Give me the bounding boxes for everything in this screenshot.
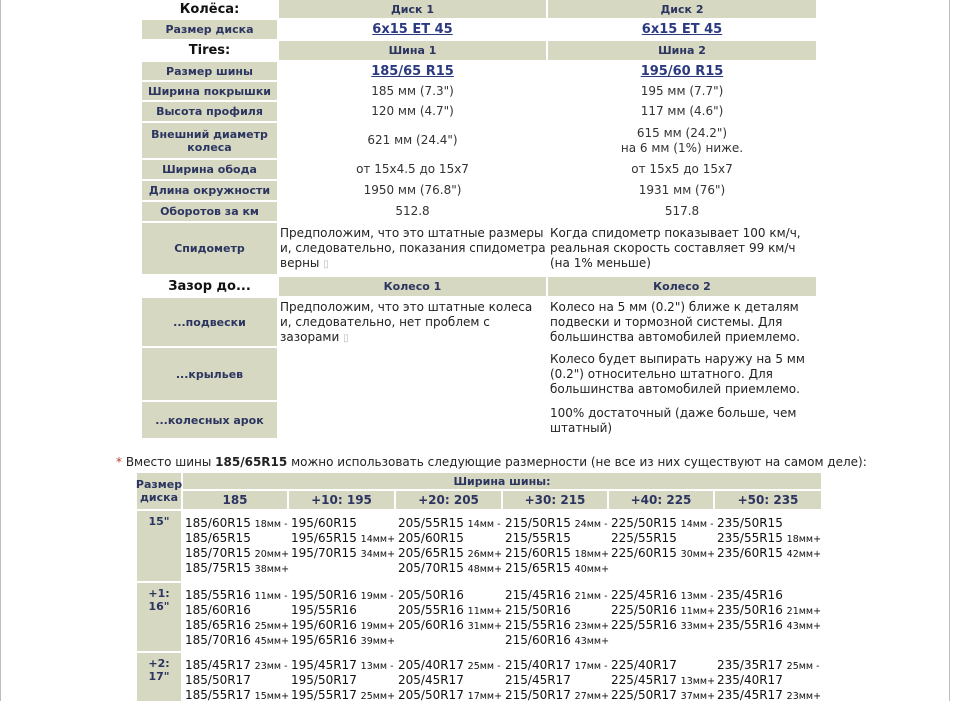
grid-tire-entry — [717, 531, 821, 547]
grid-tire-size: 215/60R15 — [505, 546, 571, 560]
grid-tire-entry — [611, 658, 677, 673]
grid-tire-size: 195/65R15 — [291, 531, 357, 545]
arches-label: ...колесных арок — [142, 402, 277, 438]
grid-tire-size: 225/50R15 — [611, 516, 677, 530]
grid-tire-entry — [611, 531, 677, 546]
speedometer-tire1-text — [280, 226, 547, 272]
clearance-arches-value: 100% достаточный (даже больше, чем штатный) — [550, 406, 797, 435]
grid-tire-entry — [185, 603, 251, 618]
grid-tire-size: 195/70R15 — [291, 546, 357, 560]
grid-tire-entry — [398, 658, 501, 674]
info-marker-icon: ▯ — [343, 333, 349, 344]
alternatives-note — [116, 455, 867, 469]
grid-tire-entry — [291, 658, 394, 674]
grid-tire-size: 235/55R16 — [717, 618, 783, 632]
grid-tire-diff: 23мм - — [254, 661, 288, 672]
grid-tire-entry — [717, 546, 821, 562]
grid-tire-size: 235/60R15 — [717, 546, 783, 560]
note-asterisk: * — [116, 455, 122, 469]
grid-tire-diff: 40мм+ — [574, 564, 610, 575]
grid-tire-diff: 13мм - — [360, 661, 394, 672]
wheels-section-label: Колёса: — [142, 0, 277, 18]
grid-tire-diff: 20мм+ — [254, 549, 290, 560]
grid-tire-entry — [185, 688, 289, 704]
grid-tire-size: 225/50R17 — [611, 688, 677, 702]
grid-tire-diff: 13мм+ — [680, 676, 716, 687]
tire2-size-cell — [548, 62, 816, 80]
grid-tire-size: 195/65R16 — [291, 633, 357, 647]
disk2-header: Диск 2 — [548, 0, 816, 18]
grid-tire-entry — [398, 603, 502, 619]
grid-tire-entry — [611, 516, 714, 532]
grid-tire-diff: 25мм+ — [360, 691, 396, 702]
note-suffix: можно использовать следующие размерности (не все из них существуют на самом деле): — [291, 455, 867, 469]
grid-tire-diff: 11мм+ — [467, 606, 503, 617]
tire2-width-value: 195 мм (7.7") — [548, 82, 816, 100]
grid-tire-entry — [611, 688, 715, 704]
grid-tire-size: 185/65R15 — [185, 531, 251, 545]
grid-tire-entry — [505, 603, 571, 618]
grid-tire-entry — [291, 688, 395, 704]
grid-tire-entry — [505, 618, 609, 634]
grid-tire-size: 215/50R17 — [505, 688, 571, 702]
grid-tire-size: 185/50R17 — [185, 673, 251, 687]
tire2-size-link[interactable]: 195/60 R15 — [640, 63, 724, 79]
grid-row-rim-label: 15" — [148, 515, 170, 528]
tire1-size-link[interactable]: 185/65 R15 — [371, 63, 454, 79]
grid-row-rim-label: +1: 16" — [148, 587, 170, 613]
grid-tire-size: 205/60R16 — [398, 618, 464, 632]
grid-tire-diff: 18мм+ — [574, 549, 610, 560]
grid-tire-size: 205/55R15 — [398, 516, 464, 530]
note-prefix: Вместо шины — [125, 455, 212, 469]
grid-width-header: Ширина шины: — [183, 473, 821, 489]
grid-tire-diff: 45мм+ — [254, 636, 290, 647]
grid-tire-entry — [398, 561, 502, 577]
grid-tire-entry — [185, 618, 289, 634]
grid-tire-entry — [185, 561, 289, 577]
grid-tire-entry — [505, 531, 571, 546]
tire2-diameter-diff: на 6 мм (1%) ниже. — [620, 140, 744, 155]
grid-tire-size: 225/50R16 — [611, 603, 677, 617]
grid-tire-size: 185/70R16 — [185, 633, 251, 647]
grid-tire-size: 215/55R15 — [505, 531, 571, 545]
grid-tire-diff: 25мм+ — [254, 621, 290, 632]
grid-tire-size: 235/45R16 — [717, 588, 783, 602]
grid-tire-size: 205/55R16 — [398, 603, 464, 617]
grid-tire-diff: 23мм+ — [786, 691, 822, 702]
grid-tire-entry — [505, 658, 608, 674]
grid-tire-size: 215/45R17 — [505, 673, 571, 687]
grid-column-header: +30: 215 — [503, 491, 607, 509]
grid-tire-size: 225/40R17 — [611, 658, 677, 672]
grid-tire-entry — [291, 673, 357, 688]
grid-tire-entry — [505, 516, 608, 532]
tire-size-label: Размер шины — [142, 62, 277, 80]
grid-tire-size: 205/60R15 — [398, 531, 464, 545]
tires-section-label: Tires: — [142, 41, 277, 60]
clearance-wheel1-text — [280, 300, 547, 346]
grid-tire-diff: 13мм - — [680, 591, 714, 602]
grid-tire-size: 195/60R15 — [291, 516, 357, 530]
wheel2-header: Колесо 2 — [548, 277, 816, 296]
grid-tire-entry — [291, 603, 357, 618]
grid-tire-size: 215/40R17 — [505, 658, 571, 672]
grid-tire-entry — [611, 618, 715, 634]
grid-tire-entry — [398, 546, 502, 562]
grid-tire-size: 205/45R17 — [398, 673, 464, 687]
grid-column-header: 185 — [183, 491, 287, 509]
grid-tire-entry — [717, 588, 783, 603]
grid-tire-diff: 11мм+ — [680, 606, 716, 617]
page-left-border — [0, 0, 1, 701]
disk2-rim-cell — [548, 20, 816, 39]
grid-tire-size: 195/60R16 — [291, 618, 357, 632]
rim-size-label: Размер диска — [142, 20, 277, 39]
grid-tire-size: 235/45R17 — [717, 688, 783, 702]
grid-tire-diff: 43мм+ — [786, 621, 822, 632]
page-right-border — [949, 0, 950, 701]
grid-tire-entry — [505, 546, 609, 562]
grid-tire-diff: 43мм+ — [574, 636, 610, 647]
speedometer-tire1-value: Предположим, что это штатные размеры и, следовательно, показания спидометра верны — [280, 226, 546, 270]
grid-tire-diff: 21мм - — [574, 591, 608, 602]
grid-tire-entry — [611, 546, 715, 562]
grid-row-rim-label: +2: 17" — [148, 657, 170, 683]
grid-tire-entry — [398, 688, 502, 704]
disk1-header: Диск 1 — [279, 0, 546, 18]
wheel1-header: Колесо 1 — [279, 277, 546, 296]
grid-tire-diff: 31мм+ — [467, 621, 503, 632]
grid-tire-size: 235/35R17 — [717, 658, 783, 672]
tire2-revs-value: 517.8 — [548, 202, 816, 221]
clearance-fenders-value: Колесо будет выпирать наружу на 5 мм (0.2") относительно штатного. Для большинства автомобилей приемлемо. — [550, 352, 805, 396]
clearance-wheel1-value: Предположим, что это штатные колеса и, следовательно, нет проблем с зазорами — [280, 300, 533, 344]
grid-tire-entry — [185, 546, 289, 562]
grid-tire-size: 205/40R17 — [398, 658, 464, 672]
grid-tire-entry — [185, 516, 288, 532]
grid-tire-entry — [717, 516, 783, 531]
grid-tire-size: 195/50R16 — [291, 588, 357, 602]
grid-column-header: +10: 195 — [289, 491, 394, 509]
grid-tire-size: 205/50R17 — [398, 688, 464, 702]
disk1-rim-link[interactable]: 6x15 ET 45 — [372, 22, 453, 37]
grid-tire-entry — [505, 673, 571, 688]
grid-tire-diff: 30мм+ — [680, 549, 716, 560]
tire1-circumference-value: 1950 мм (76.8") — [279, 181, 546, 200]
grid-tire-diff: 17мм - — [574, 661, 608, 672]
grid-tire-diff: 26мм+ — [467, 549, 503, 560]
grid-tire-size: 185/55R17 — [185, 688, 251, 702]
grid-tire-entry — [611, 673, 715, 689]
grid-tire-entry — [185, 673, 251, 688]
clearance-suspension-value: Колесо на 5 мм (0.2") ближе к деталям подвески и тормозной системы. Для большинства автомобилей приемлемо. — [550, 300, 800, 344]
clearance-section-label: Зазор до... — [142, 277, 277, 296]
grid-tire-size: 225/55R16 — [611, 618, 677, 632]
grid-column-header: +50: 235 — [715, 491, 821, 509]
grid-tire-diff: 24мм - — [574, 519, 608, 530]
outer-diameter-label: Внешний диаметр колеса — [142, 123, 277, 158]
grid-tire-entry — [185, 658, 288, 674]
grid-tire-entry — [505, 561, 609, 577]
grid-tire-diff: 19мм+ — [360, 621, 396, 632]
grid-tire-size: 225/60R15 — [611, 546, 677, 560]
tire1-diameter-value: 621 мм (24.4") — [279, 123, 546, 158]
grid-tire-size: 235/50R16 — [717, 603, 783, 617]
grid-tire-entry — [717, 673, 783, 688]
tire2-circumference-value: 1931 мм (76") — [548, 181, 816, 200]
grid-tire-diff: 39мм+ — [360, 636, 396, 647]
grid-tire-entry — [398, 516, 501, 532]
grid-column-header: +40: 225 — [609, 491, 713, 509]
tire2-rim-width-value: от 15x5 до 15x7 — [548, 160, 816, 179]
grid-tire-diff: 14мм - — [680, 519, 714, 530]
tire1-width-value: 185 мм (7.3") — [279, 82, 546, 100]
grid-tire-entry — [717, 618, 821, 634]
grid-tire-entry — [505, 688, 609, 704]
grid-tire-diff: 25мм - — [786, 661, 820, 672]
grid-tire-diff: 27мм+ — [574, 691, 610, 702]
grid-tire-entry — [398, 588, 464, 603]
grid-tire-size: 205/65R15 — [398, 546, 464, 560]
grid-column-header: +20: 205 — [396, 491, 501, 509]
grid-tire-entry — [398, 531, 464, 546]
speedometer-label: Спидометр — [142, 223, 277, 274]
tire2-diameter-cell — [548, 123, 816, 158]
note-tire-size: 185/65R15 — [215, 455, 288, 469]
tread-width-label: Ширина покрышки — [142, 82, 277, 100]
grid-tire-size: 215/50R16 — [505, 603, 571, 617]
grid-tire-size: 195/45R17 — [291, 658, 357, 672]
grid-tire-entry — [291, 618, 395, 634]
grid-tire-entry — [185, 588, 288, 604]
grid-tire-size: 195/50R17 — [291, 673, 357, 687]
grid-tire-size: 215/65R15 — [505, 561, 571, 575]
tire1-profile-value: 120 мм (4.7") — [279, 102, 546, 121]
grid-tire-entry — [717, 658, 820, 674]
grid-tire-entry — [611, 588, 714, 604]
grid-tire-size: 185/65R16 — [185, 618, 251, 632]
disk2-rim-link[interactable]: 6x15 ET 45 — [641, 22, 723, 37]
grid-tire-diff: 19мм - — [360, 591, 394, 602]
grid-tire-size: 215/60R16 — [505, 633, 571, 647]
grid-tire-diff: 23мм+ — [574, 621, 610, 632]
grid-tire-diff: 18мм - — [254, 519, 288, 530]
grid-tire-size: 205/70R15 — [398, 561, 464, 575]
grid-tire-size: 195/55R17 — [291, 688, 357, 702]
grid-tire-entry — [185, 531, 251, 546]
grid-tire-entry — [717, 603, 821, 619]
grid-tire-diff: 25мм - — [467, 661, 501, 672]
grid-tire-size: 185/75R15 — [185, 561, 251, 575]
fenders-label: ...крыльев — [142, 348, 277, 400]
grid-tire-diff: 21мм+ — [786, 606, 822, 617]
grid-tire-size: 225/55R15 — [611, 531, 677, 545]
grid-tire-entry — [291, 588, 394, 604]
info-marker-icon: ▯ — [323, 259, 329, 270]
speedometer-tire2-value: Когда спидометр показывает 100 км/ч, реальная скорость составляет 99 км/ч (на 1% меньше) — [550, 226, 801, 270]
grid-tire-size: 225/45R17 — [611, 673, 677, 687]
grid-tire-size: 235/50R15 — [717, 516, 783, 530]
grid-tire-size: 185/45R17 — [185, 658, 251, 672]
grid-tire-size: 205/50R16 — [398, 588, 464, 602]
tire2-diameter-value: 615 мм (24.2") — [636, 125, 728, 140]
grid-tire-diff: 11мм - — [254, 591, 288, 602]
grid-tire-entry — [398, 618, 502, 634]
suspension-label: ...подвески — [142, 298, 277, 346]
grid-tire-entry — [291, 546, 395, 562]
grid-tire-diff: 15мм+ — [254, 691, 290, 702]
tire2-profile-value: 117 мм (4.6") — [548, 102, 816, 121]
grid-tire-size: 235/40R17 — [717, 673, 783, 687]
grid-tire-entry — [505, 633, 609, 649]
grid-tire-size: 185/60R15 — [185, 516, 251, 530]
grid-tire-entry — [717, 688, 821, 704]
grid-tire-entry — [291, 516, 357, 531]
grid-tire-size: 225/45R16 — [611, 588, 677, 602]
grid-tire-size: 215/45R16 — [505, 588, 571, 602]
circumference-label: Длина окружности — [142, 181, 277, 200]
grid-tire-diff: 34мм+ — [360, 549, 396, 560]
grid-tire-entry — [398, 673, 464, 688]
grid-tire-size: 185/60R16 — [185, 603, 251, 617]
grid-tire-size: 185/55R16 — [185, 588, 251, 602]
grid-tire-size: 235/55R15 — [717, 531, 783, 545]
grid-tire-entry — [505, 588, 608, 604]
grid-tire-size: 215/55R16 — [505, 618, 571, 632]
profile-height-label: Высота профиля — [142, 102, 277, 121]
tire1-rim-width-value: от 15x4.5 до 15x7 — [279, 160, 546, 179]
disk1-rim-cell — [279, 20, 546, 39]
grid-tire-diff: 18мм+ — [786, 534, 822, 545]
grid-tire-entry — [611, 603, 715, 619]
grid-tire-diff: 38мм+ — [254, 564, 290, 575]
grid-tire-diff: 42мм+ — [786, 549, 822, 560]
grid-tire-entry — [291, 633, 395, 649]
grid-tire-size: 215/50R15 — [505, 516, 571, 530]
rim-width-label: Ширина обода — [142, 160, 277, 179]
grid-tire-diff: 37мм+ — [680, 691, 716, 702]
grid-corner-label: Размер диска — [137, 473, 181, 509]
revs-per-km-label: Оборотов за км — [142, 202, 277, 221]
grid-tire-diff: 14мм+ — [360, 534, 396, 545]
grid-tire-size: 185/70R15 — [185, 546, 251, 560]
grid-tire-diff: 17мм+ — [467, 691, 503, 702]
tire1-size-cell — [279, 62, 546, 80]
tire1-revs-value: 512.8 — [279, 202, 546, 221]
tire1-header: Шина 1 — [279, 41, 546, 60]
tire2-header: Шина 2 — [548, 41, 816, 60]
grid-tire-entry — [291, 531, 395, 547]
grid-tire-diff: 33мм+ — [680, 621, 716, 632]
grid-tire-size: 195/55R16 — [291, 603, 357, 617]
grid-tire-diff: 48мм+ — [467, 564, 503, 575]
grid-tire-diff: 14мм - — [467, 519, 501, 530]
grid-tire-entry — [185, 633, 289, 649]
